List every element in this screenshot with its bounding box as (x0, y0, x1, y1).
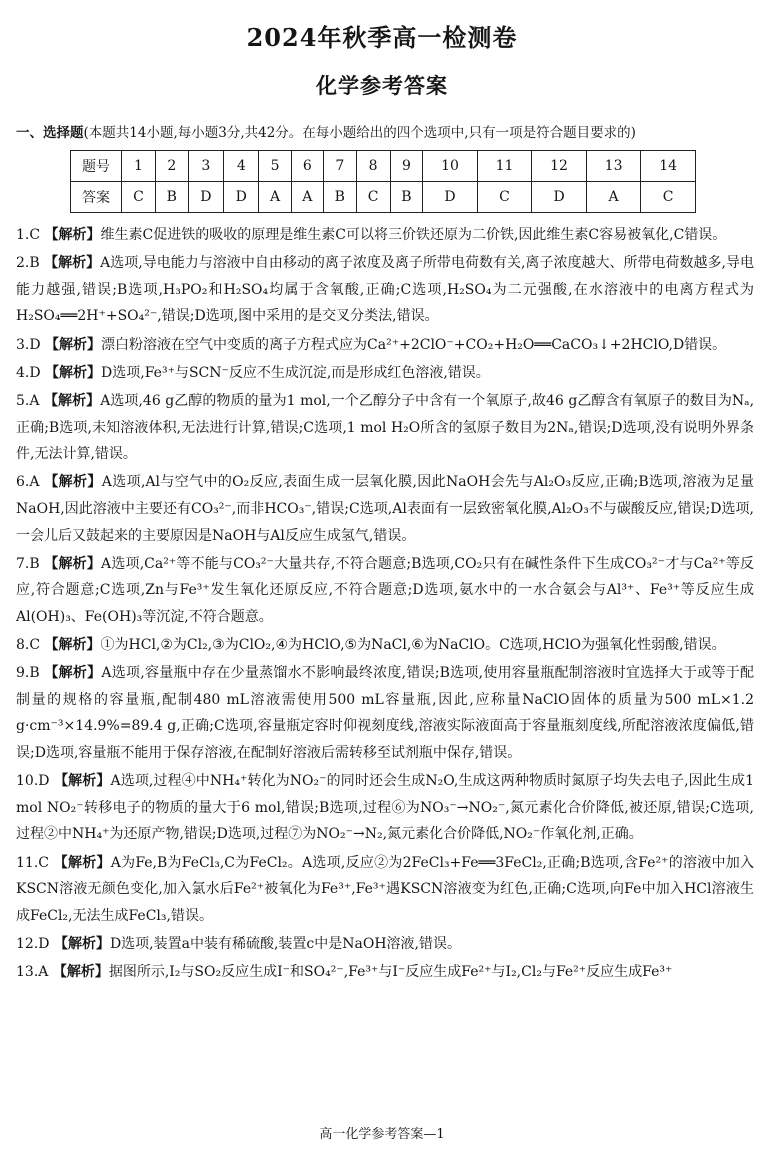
item-number: 5.A (16, 392, 40, 409)
item-number: 8.C (16, 637, 41, 654)
table-cell: B (155, 182, 188, 213)
item-number: 10.D (16, 773, 50, 790)
table-cell: 14 (641, 151, 696, 182)
item-number: 2.B (16, 255, 40, 272)
table-cell: 4 (224, 151, 259, 182)
item-text: A选项,46 g乙醇的物质的量为1 mol,一个乙醇分子中含有一个氧原子,故46 g乙醇含有氧原子的数目为Nₐ,正确;B选项,未知溶液体积,无法进行计算,错误;C选项,1 mol H₂O所含的氢原子数目为2Nₐ,错误;D选项,没有说明外界条件,无法计算,错误。 (16, 392, 755, 463)
table-cell: A (291, 182, 323, 213)
table-cell: D (224, 182, 259, 213)
item-tag: 【解析】 (45, 364, 102, 381)
item-tag: 【解析】 (54, 773, 111, 790)
list-item (16, 332, 754, 359)
table-cell: 7 (323, 151, 356, 182)
item-text: D选项,Fe³⁺与SCN⁻反应不生成沉淀,而是形成红色溶液,错误。 (101, 364, 490, 381)
item-tag: 【解析】 (44, 255, 101, 272)
item-text: D选项,装置a中装有稀硫酸,装置c中是NaOH溶液,错误。 (109, 935, 461, 952)
table-cell: D (188, 182, 223, 213)
list-item (16, 469, 754, 549)
page-title: 2024年秋季高一检测卷 (246, 23, 518, 52)
list-item (16, 768, 754, 848)
item-number: 3.D (16, 336, 41, 353)
list-item (16, 388, 754, 468)
item-text: A选项,导电能力与溶液中自由移动的离子浓度及离子所带电荷数有关,离子浓度越大、所带电荷数越多,导电能力越强,错误;B选项,H₃PO₂和H₂SO₄均属于含氧酸,正确;C选项,H₂SO₄为二元强酸,在水溶液中的电离方程式为H₂SO₄══2H⁺+SO₄²⁻,错误;D选项,图中采用的是交叉分类法,错误。 (16, 255, 755, 325)
section-note: (本题共14小题,每小题3分,共42分。在每小题给出的四个选项中,只有一项是符合题目要求的) (83, 125, 636, 141)
row-label: 题号 (71, 151, 122, 182)
table-cell: 6 (291, 151, 323, 182)
item-number: 9.B (16, 665, 40, 682)
item-number: 11.C (16, 854, 49, 871)
item-number: 4.D (16, 364, 41, 381)
item-number: 6.A (16, 474, 40, 491)
item-text: A选项,过程④中NH₄⁺转化为NO₂⁻的同时还会生成N₂O,生成这两种物质时氮原子均失去电子,因此生成1 mol NO₂⁻转移电子的物质的量大于6 mol,错误;B选项,过程⑥为NO₃⁻→NO₂⁻,氮元素化合价降低,被还原,错误;C选项,过程②中NH₄⁺为还原产物,错误;D选项,过程⑦为NO₂⁻→N₂,氮元素化合价降低,NO₂⁻作氧化剂,正确。 (16, 773, 755, 843)
table-cell: 10 (423, 151, 478, 182)
item-text: A选项,Al与空气中的O₂反应,表面生成一层氧化膜,因此NaOH会先与Al₂O₃反应,正确;B选项,溶液为足量NaOH,因此溶液中主要还有CO₃²⁻,而非HCO₃⁻,错误;C选项,Al表面有一层致密氧化膜,Al₂O₃不与碳酸反应,错误;D选项,一会儿后又鼓起来的主要原因是NaOH与Al反应生成氢气,错误。 (16, 474, 755, 544)
item-tag: 【解析】 (44, 474, 102, 491)
answer-table (70, 150, 696, 213)
table-cell: 12 (532, 151, 587, 182)
list-item (16, 660, 754, 766)
table-cell: B (323, 182, 356, 213)
item-text: 据图所示,I₂与SO₂反应生成I⁻和SO₄²⁻,Fe³⁺与I⁻反应生成Fe²⁺与I₂,Cl₂与Fe²⁺反应生成Fe³⁺ (108, 964, 673, 981)
question-number-row (71, 151, 696, 182)
row-label: 答案 (71, 182, 122, 213)
table-cell: A (259, 182, 291, 213)
list-item (16, 931, 754, 958)
table-cell: D (532, 182, 587, 213)
item-number: 1.C (16, 227, 41, 243)
list-item (16, 551, 754, 631)
item-number: 7.B (16, 555, 40, 572)
table-cell: 13 (586, 151, 641, 182)
section-heading (16, 121, 756, 141)
item-text: A选项,容量瓶中存在少量蒸馏水不影响最终浓度,错误;B选项,使用容量瓶配制溶液时宜选择大于或等于配制量的规格的容量瓶,配制480 mL溶液需使用500 mL容量瓶,因此,应称量NaClO固体的质量为500 mL×1.2 g·cm⁻³×14.9%=89.4 g,正确;C选项,容量瓶定容时仰视刻度线,溶液实际液面高于容量瓶刻度线,所配溶液浓度偏低,错误;D选项,容量瓶不能用于保存溶液,在配制好溶液后需转移至试剂瓶中保存,错误。 (16, 665, 755, 762)
table-cell: C (356, 182, 390, 213)
table-cell: 1 (122, 151, 156, 182)
table-cell: D (423, 182, 478, 213)
table-cell: C (122, 182, 156, 213)
table-cell: 3 (188, 151, 223, 182)
table-cell: 8 (356, 151, 390, 182)
table-cell: 5 (259, 151, 291, 182)
section-title: 一、选择题 (16, 125, 84, 141)
item-text: 漂白粉溶液在空气中变质的离子方程式应为Ca²⁺+2ClO⁻+CO₂+H₂O══CaCO₃↓+2HClO,D错误。 (101, 336, 727, 353)
item-tag: 【解析】 (53, 854, 111, 871)
table-cell: A (586, 182, 641, 213)
item-text: ①为HCl,②为Cl₂,③为ClO₂,④为HClO,⑤为NaCl,⑥为NaClO。C选项,HClO为强氧化性弱酸,错误。 (100, 637, 726, 654)
item-number: 12.D (16, 935, 50, 952)
item-tag: 【解析】 (44, 555, 102, 572)
explanations-list (16, 222, 754, 987)
item-tag: 【解析】 (44, 227, 101, 243)
answer-row (71, 182, 696, 213)
item-text: 维生素C促进铁的吸收的原理是维生素C可以将三价铁还原为二价铁,因此维生素C容易被氧化,C错误。 (100, 227, 727, 243)
item-tag: 【解析】 (44, 665, 102, 682)
item-text: A选项,Ca²⁺等不能与CO₃²⁻大量共存,不符合题意;B选项,CO₂只有在碱性条件下生成CO₃²⁻才与Ca²⁺等反应,符合题意;C选项,Zn与Fe³⁺发生氧化还原反应,不符合题意;D选项,氨水中的一水合氨会与Al³⁺、Fe³⁺等反应生成Al(OH)₃、Fe(OH)₃等沉淀,不符合题意。 (16, 555, 754, 625)
item-number: 13.A (16, 964, 49, 981)
list-item (16, 850, 754, 930)
list-item (16, 360, 754, 387)
page-subtitle: 化学参考答案 (316, 73, 448, 98)
item-text: A为Fe,B为FeCl₃,C为FeCl₂。A选项,反应②为2FeCl₃+Fe══3FeCl₂,正确;B选项,含Fe²⁺的溶液中加入KSCN溶液无颜色变化,加入氯水后Fe²⁺被氧化为Fe³⁺,Fe³⁺遇KSCN溶液变为红色,正确;C选项,向Fe中加入HCl溶液生成FeCl₂,无法生成FeCl₃,错误。 (16, 854, 754, 924)
table-cell: 2 (155, 151, 188, 182)
item-tag: 【解析】 (53, 935, 110, 952)
table-cell: C (641, 182, 696, 213)
page-footer: 高一化学参考答案—1 (319, 1127, 445, 1142)
list-item (16, 959, 754, 986)
list-item (16, 250, 754, 330)
table-cell: C (477, 182, 532, 213)
table-cell: 9 (390, 151, 423, 182)
item-tag: 【解析】 (45, 336, 102, 353)
item-tag: 【解析】 (43, 392, 101, 409)
list-item (16, 632, 754, 659)
table-cell: B (390, 182, 423, 213)
table-cell: 11 (477, 151, 532, 182)
item-tag: 【解析】 (52, 964, 109, 981)
list-item (16, 222, 754, 249)
item-tag: 【解析】 (44, 637, 101, 654)
